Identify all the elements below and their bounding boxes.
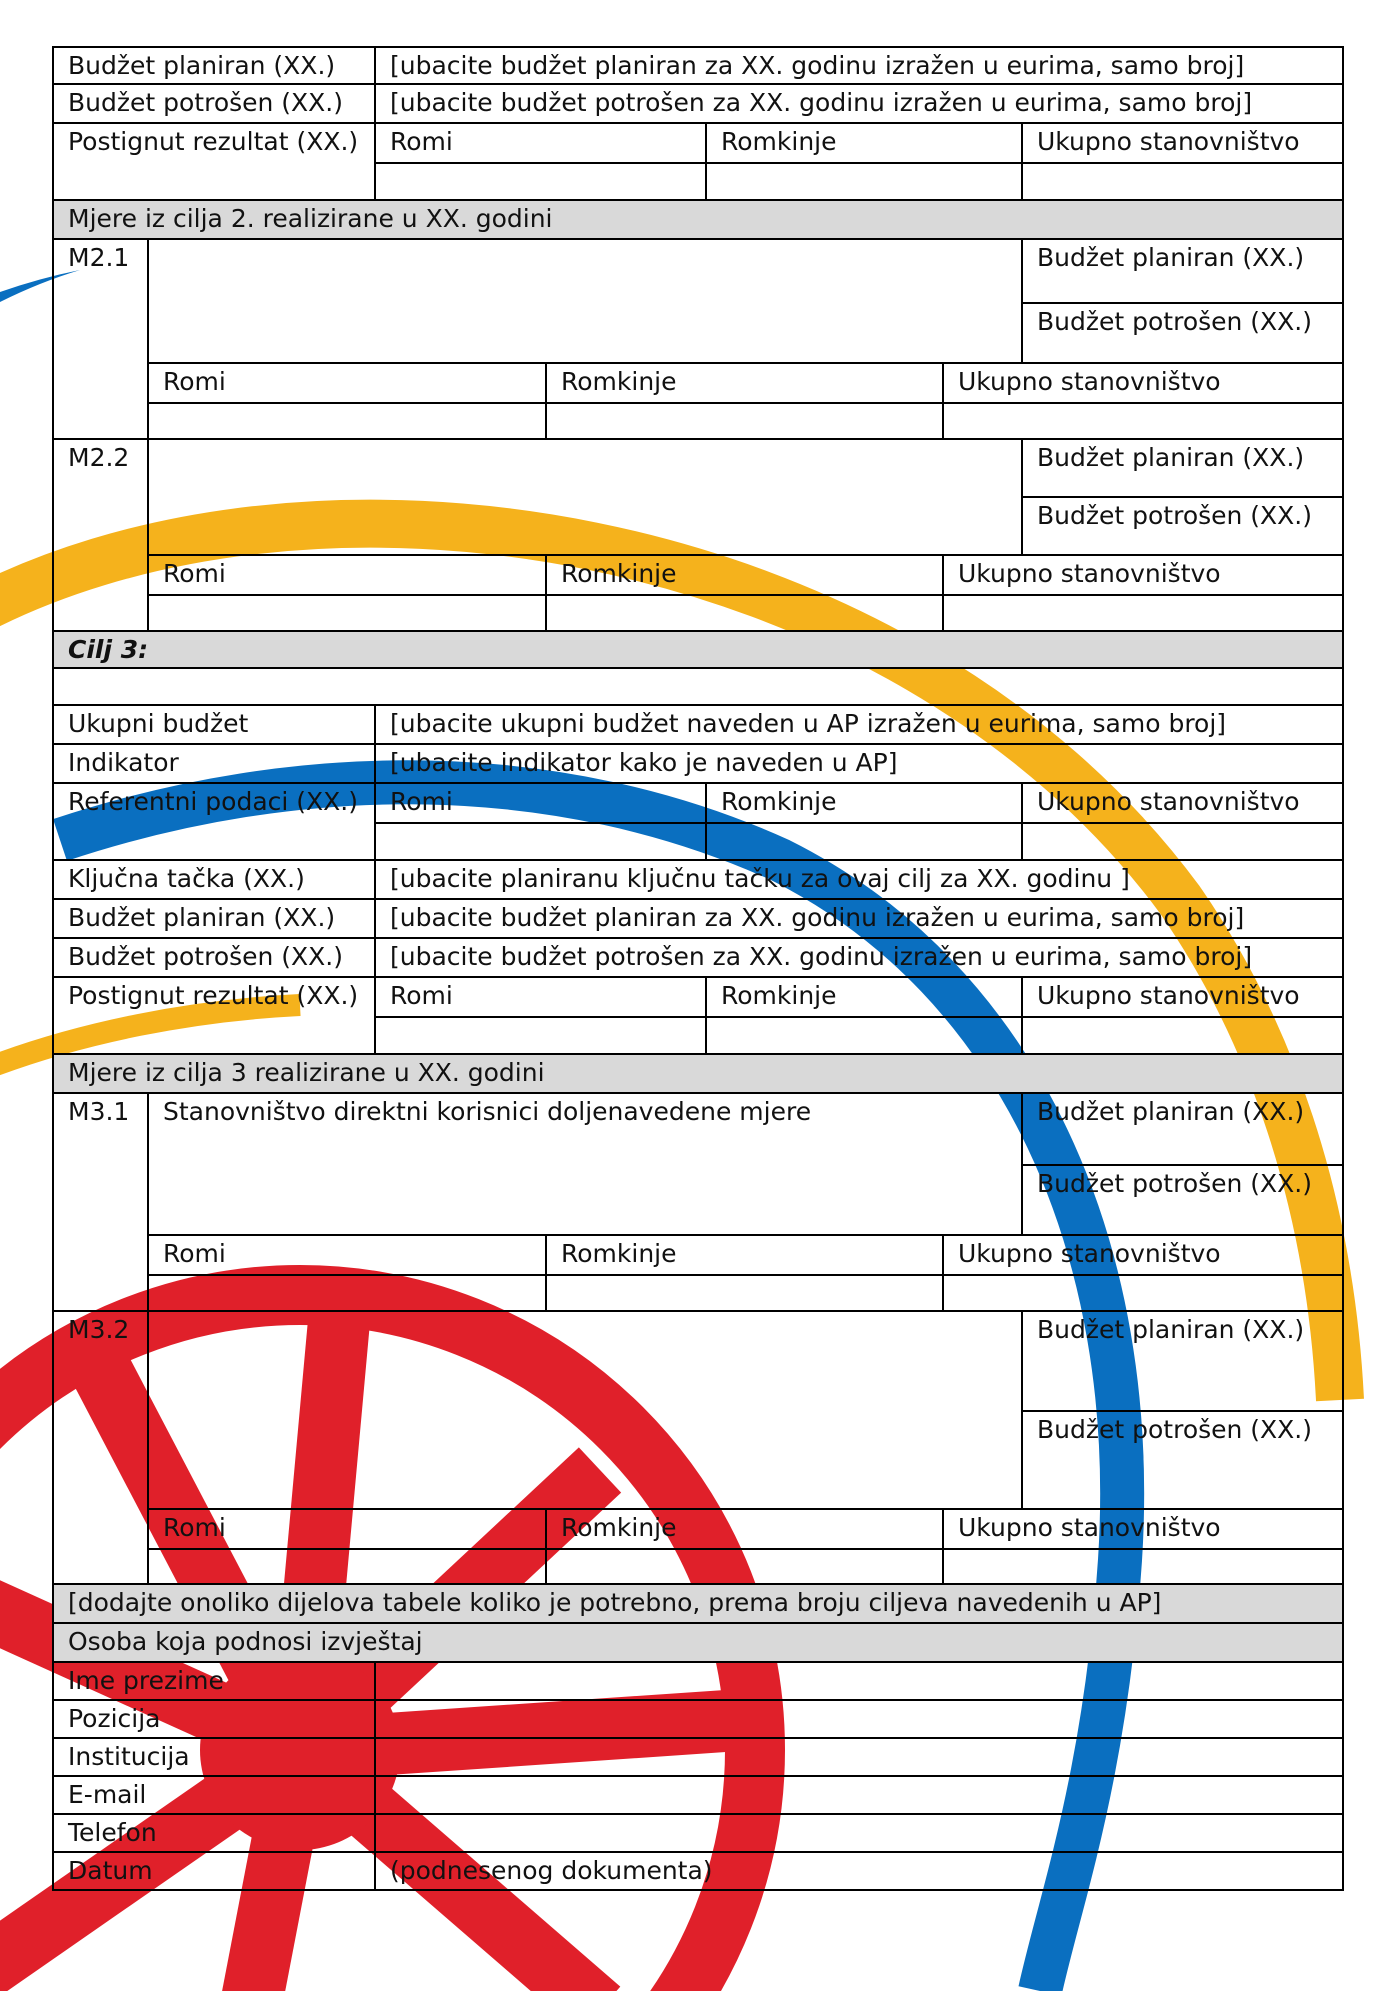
institution-label: Institucija xyxy=(68,1742,190,1771)
divider xyxy=(942,594,944,630)
romkinje-header: Romkinje xyxy=(545,1510,942,1548)
romkinje-header: Romkinje xyxy=(545,1236,942,1274)
milestone-field[interactable]: [ubacite planiranu ključnu tačku za ovaj cilj za XX. godinu ] xyxy=(374,861,1342,898)
goal3-blank-row[interactable] xyxy=(52,669,1344,706)
divider xyxy=(1021,1016,1023,1053)
measure-m3-2 xyxy=(52,1312,1344,1585)
reference-data-label: Referentni podaci (XX.) xyxy=(68,787,359,816)
row-achieved-result xyxy=(52,124,1344,201)
row-milestone xyxy=(52,861,1344,900)
budget-planned-label: Budžet planiran (XX.) xyxy=(68,51,336,80)
row-budget-planned xyxy=(52,46,1344,85)
indicator-label: Indikator xyxy=(68,748,179,777)
divider xyxy=(705,1016,707,1053)
add-sections-note: [dodajte onoliko dijelova tabele koliko je potrebno, prema broju ciljeva navedenih u AP] xyxy=(68,1588,1162,1617)
divider xyxy=(705,822,707,859)
budget-planned-field[interactable]: [ubacite budžet planiran za XX. godinu izražen u eurima, samo broj] xyxy=(374,48,1342,83)
budget-spent-label: Budžet potrošen (XX.) xyxy=(68,88,344,117)
budget-spent-label: Budžet potrošen (XX.) xyxy=(68,942,344,971)
row-phone xyxy=(52,1815,1344,1853)
romi-header: Romi xyxy=(163,559,226,588)
romi-header: Romi xyxy=(163,367,226,396)
email-label: E-mail xyxy=(68,1780,147,1809)
divider xyxy=(147,1274,1342,1276)
measure-code: M2.1 xyxy=(68,243,130,272)
goal3-header xyxy=(52,632,1344,669)
divider xyxy=(1021,822,1023,859)
romkinje-header: Romkinje xyxy=(545,556,942,594)
ukupno-header: Ukupno stanovništvo xyxy=(942,1510,1342,1548)
position-label: Pozicija xyxy=(68,1704,161,1733)
goal2-measures-title: Mjere iz cilja 2. realizirane u XX. godini xyxy=(68,204,553,233)
divider xyxy=(374,162,376,199)
divider xyxy=(942,402,944,438)
budget-planned-field[interactable]: [ubacite budžet planiran za XX. godinu izražen u eurima, samo broj] xyxy=(374,900,1342,937)
measure-code: M2.2 xyxy=(68,443,130,472)
romi-header: Romi xyxy=(163,1239,226,1268)
reporter-header-row xyxy=(52,1624,1344,1663)
divider xyxy=(147,440,149,630)
institution-field[interactable] xyxy=(374,1739,1342,1775)
divider xyxy=(147,402,1342,404)
ukupno-header: Ukupno stanovništvo xyxy=(942,1236,1342,1274)
m3-2-budget-planned[interactable]: Budžet planiran (XX.) xyxy=(1021,1312,1342,1410)
divider xyxy=(147,1548,1342,1550)
m2-1-budget-planned[interactable]: Budžet planiran (XX.) xyxy=(1021,240,1342,302)
divider xyxy=(374,822,1342,824)
divider xyxy=(1021,162,1023,199)
name-field[interactable] xyxy=(374,1663,1342,1699)
email-field[interactable] xyxy=(374,1777,1342,1813)
goal3-measures-title: Mjere iz cilja 3 realizirane u XX. godini xyxy=(68,1058,545,1087)
ukupno-header: Ukupno stanovništvo xyxy=(1021,784,1342,822)
divider xyxy=(545,402,547,438)
measure-m2-1 xyxy=(52,240,1344,440)
budget-spent-field[interactable]: [ubacite budžet potrošen za XX. godinu izražen u eurima, samo broj] xyxy=(374,939,1342,976)
m3-1-description: Stanovništvo direktni korisnici doljenavedene mjere xyxy=(163,1097,812,1126)
goal3-title: Cilj 3: xyxy=(68,635,149,664)
row-budget-spent xyxy=(52,939,1344,978)
divider xyxy=(147,240,149,438)
m2-1-budget-spent[interactable]: Budžet potrošen (XX.) xyxy=(1021,304,1342,362)
name-label: Ime prezime xyxy=(68,1666,224,1695)
row-budget-spent xyxy=(52,85,1344,124)
divider xyxy=(705,162,707,199)
divider xyxy=(545,594,547,630)
budget-planned-label: Budžet planiran (XX.) xyxy=(68,903,336,932)
date-label: Datum xyxy=(68,1856,153,1885)
measure-m3-1 xyxy=(52,1094,1344,1312)
romkinje-header: Romkinje xyxy=(545,364,942,402)
divider xyxy=(374,822,376,859)
m2-2-budget-planned[interactable]: Budžet planiran (XX.) xyxy=(1021,440,1342,496)
romkinje-header: Romkinje xyxy=(705,784,1021,822)
row-total-budget xyxy=(52,706,1344,745)
m3-2-budget-spent[interactable]: Budžet potrošen (XX.) xyxy=(1021,1412,1342,1508)
row-position xyxy=(52,1701,1344,1739)
divider xyxy=(374,162,1342,164)
phone-field[interactable] xyxy=(374,1815,1342,1851)
m3-1-budget-planned[interactable]: Budžet planiran (XX.) xyxy=(1021,1094,1342,1164)
indicator-field[interactable]: [ubacite indikator kako je naveden u AP] xyxy=(374,745,1342,782)
achieved-result-label: Postignut rezultat (XX.) xyxy=(68,981,359,1010)
reporter-header: Osoba koja podnosi izvještaj xyxy=(68,1627,423,1656)
row-achieved-result xyxy=(52,978,1344,1055)
m2-2-budget-spent[interactable]: Budžet potrošen (XX.) xyxy=(1021,498,1342,554)
ukupno-header: Ukupno stanovništvo xyxy=(942,556,1342,594)
phone-label: Telefon xyxy=(68,1818,157,1847)
divider xyxy=(374,1016,376,1053)
divider xyxy=(147,594,1342,596)
row-indicator xyxy=(52,745,1344,784)
total-budget-field[interactable]: [ubacite ukupni budžet naveden u AP izražen u eurima, samo broj] xyxy=(374,706,1342,743)
romkinje-header: Romkinje xyxy=(705,124,1021,162)
romkinje-header: Romkinje xyxy=(705,978,1021,1016)
romi-header: Romi xyxy=(163,1513,226,1542)
row-budget-planned xyxy=(52,900,1344,939)
row-name xyxy=(52,1663,1344,1701)
ukupno-header: Ukupno stanovništvo xyxy=(942,364,1342,402)
divider xyxy=(545,1548,547,1583)
divider xyxy=(545,1274,547,1310)
ukupno-header: Ukupno stanovništvo xyxy=(1021,978,1342,1016)
row-institution xyxy=(52,1739,1344,1777)
divider xyxy=(942,1548,944,1583)
romi-header: Romi xyxy=(374,978,705,1016)
measure-code: M3.2 xyxy=(68,1315,130,1344)
ukupno-header: Ukupno stanovništvo xyxy=(1021,124,1342,162)
add-sections-note-row xyxy=(52,1585,1344,1624)
total-budget-label: Ukupni budžet xyxy=(68,709,249,738)
row-email xyxy=(52,1777,1344,1815)
row-date xyxy=(52,1853,1344,1891)
row-reference-data xyxy=(52,784,1344,861)
measure-m2-2 xyxy=(52,440,1344,632)
goal3-measures-header xyxy=(52,1055,1344,1094)
position-field[interactable] xyxy=(374,1701,1342,1737)
report-form-table xyxy=(52,46,1344,1891)
measure-code: M3.1 xyxy=(68,1097,130,1126)
milestone-label: Ključna tačka (XX.) xyxy=(68,864,305,893)
m3-1-budget-spent[interactable]: Budžet potrošen (XX.) xyxy=(1021,1166,1342,1234)
goal2-measures-header xyxy=(52,201,1344,240)
budget-spent-field[interactable]: [ubacite budžet potrošen za XX. godinu izražen u eurima, samo broj] xyxy=(374,85,1342,122)
date-field[interactable]: (podnesenog dokumenta) xyxy=(374,1853,1342,1889)
romi-header: Romi xyxy=(374,124,705,162)
achieved-result-label: Postignut rezultat (XX.) xyxy=(68,127,359,156)
divider xyxy=(942,1274,944,1310)
divider xyxy=(374,1016,1342,1018)
romi-header: Romi xyxy=(374,784,705,822)
